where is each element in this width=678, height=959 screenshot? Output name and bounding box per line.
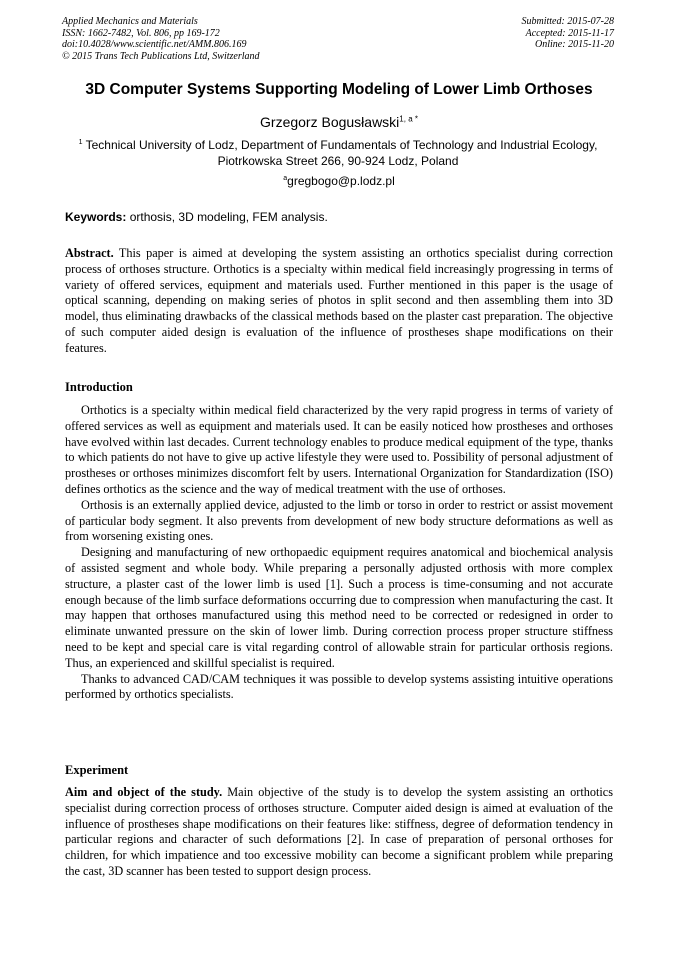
affiliation-mark: 1 bbox=[78, 139, 83, 146]
introduction-body bbox=[65, 403, 613, 703]
keywords-text: orthosis, 3D modeling, FEM analysis. bbox=[129, 210, 328, 224]
affiliation-line-2: Piotrkowska Street 266, 90-924 Lodz, Poland bbox=[217, 154, 459, 168]
experiment-body bbox=[65, 785, 613, 880]
author-marks: 1, a * bbox=[399, 114, 418, 124]
introduction-heading: Introduction bbox=[65, 380, 133, 394]
affiliation bbox=[62, 137, 614, 169]
email-address[interactable]: gregbogo@p.lodz.pl bbox=[287, 174, 395, 188]
keywords-label: Keywords: bbox=[65, 210, 127, 224]
online-date: Online: 2015-11-20 bbox=[535, 39, 614, 51]
introduction-paragraph: Orthosis is an externally applied device, adjusted to the limb or torso in order to restrict or assist movement of particular body segment. It also prevents from development of new body structure deformations as well as from worsening existing ones. bbox=[65, 497, 613, 544]
accepted-date: Accepted: 2015-11-17 bbox=[525, 27, 614, 39]
experiment-heading: Experiment bbox=[65, 763, 129, 777]
author-name: Grzegorz Bogusławski bbox=[260, 114, 400, 130]
journal-doi: doi:10.4028/www.scientific.net/AMM.806.169 bbox=[62, 39, 247, 51]
keywords bbox=[65, 210, 614, 224]
journal-issn: ISSN: 1662-7482, Vol. 806, pp 169-172 bbox=[62, 27, 220, 39]
affiliation-line-1: Technical University of Lodz, Department of Fundamentals of Technology and Industrial Ecology, bbox=[85, 138, 598, 152]
experiment-subheading: Aim and object of the study. bbox=[65, 785, 223, 799]
journal-name: Applied Mechanics and Materials bbox=[62, 16, 198, 27]
introduction-paragraph: Orthotics is a specialty within medical field characterized by the very rapid progress in terms of variety of offered services as well as equipment and materials used. It can be easily noticed how prostheses and orthoses have evolved within last decades. Current technology enables to produce medical equipment of the type, thanks to which patients do not have to give up active lifestyle they were used to. Possibility of personal adjustment of prostheses or orthoses minimizes discomfort felt by users. International Organization for Standardization (ISO) defines orthotics as the science and the way of medical treatment with the use of orthoses. bbox=[65, 403, 613, 496]
abstract-label: Abstract. bbox=[65, 246, 114, 260]
journal-info bbox=[62, 16, 260, 62]
introduction-paragraph: Designing and manufacturing of new orthopaedic equipment requires anatomical and biochemical analysis of assisted segment and whole body. While preparing a personally adjusted orthosis with more complex structure, a plaster cast of the lower limb is used [1]. Such a process is time-consuming and not accurate enough because of the limb surface deformations occurring due to compression when manufacturing the cast. It may happen that orthoses manufactured using this method need to be corrected or redesigned in order to eliminate unwanted pressure on the skin of lower limb. During correction process proper structure stiffness need to be kept and special care is vital regarding control of allowable strain for particular orthosis regions. Thus, an experienced and skillful specialist is required. bbox=[65, 545, 613, 670]
abstract bbox=[65, 246, 613, 357]
email-mark: a bbox=[283, 175, 288, 182]
paper-title: 3D Computer Systems Supporting Modeling of Lower Limb Orthoses bbox=[85, 81, 593, 98]
introduction-paragraph: Thanks to advanced CAD/CAM techniques it was possible to develop systems assisting intuitive operations performed by orthotics specialists. bbox=[65, 671, 613, 702]
abstract-text: This paper is aimed at developing the system assisting an orthotics specialist during correction process of orthoses structure. Orthotics is a specialty within medical field increasingly progressing in terms of variety of offered services, equipment and materials used. Further mentioned in this paper is the usage of optical scanning, depending on making series of photos in split second and then assembling them into 3D model, thus eliminating drawbacks of the classical methods based on the plaster cast preparation. The objective of such computer aided design is evaluation of the influence of prostheses shape modifications on their features. bbox=[65, 246, 613, 355]
publication-dates bbox=[522, 16, 615, 51]
journal-copyright: © 2015 Trans Tech Publications Ltd, Switzerland bbox=[62, 50, 260, 62]
author-line bbox=[40, 114, 638, 130]
submitted-date: Submitted: 2015-07-28 bbox=[521, 16, 614, 27]
experiment-text: Main objective of the study is to develop the system assisting an orthotics specialist during correction process of orthoses structure. Computer aided design is aimed at evaluation of the influence of prostheses shape modifications on their features like: stiffness, degree of deformation tendency in particular regions and character of such deformations [2]. In case of preparation of personal orthoses for children, for which impatience and too excessive mobility can become a significant problem while preparing the cast, 3D scanner has been tested to support design process. bbox=[65, 785, 613, 878]
email-line bbox=[40, 174, 638, 188]
